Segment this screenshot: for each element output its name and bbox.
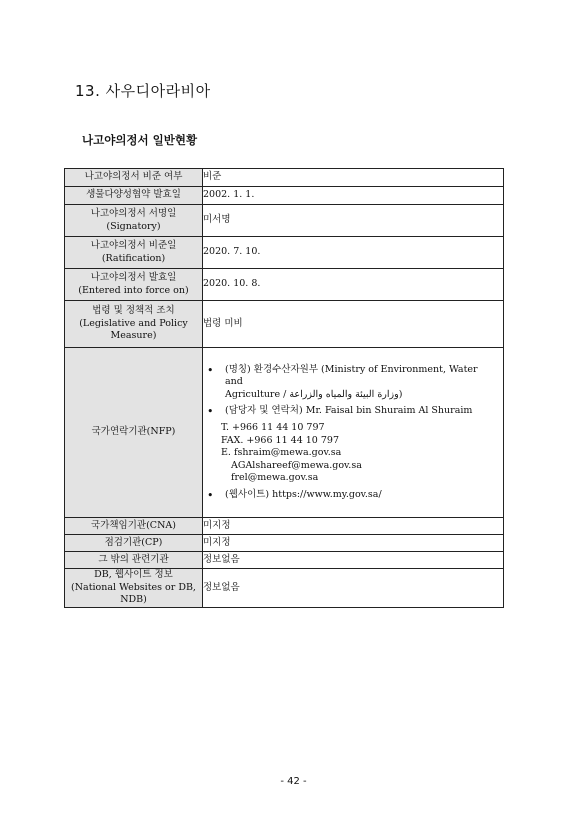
section-title: 13. 사우디아라비아 bbox=[75, 82, 211, 100]
table-row bbox=[65, 348, 504, 518]
row-value: 2020. 10. 8. bbox=[203, 269, 504, 301]
label-english: (Entered into force on) bbox=[78, 284, 189, 296]
nfp-contact: • (담당자 및 연락처) Mr. Faisal bin Shuraim Al Shuraim bbox=[225, 405, 473, 417]
label-english: (Ratification) bbox=[101, 252, 166, 264]
row-label: 그 밖의 관련기관 bbox=[65, 552, 203, 569]
label-english: Measure) bbox=[110, 330, 157, 342]
table-row bbox=[65, 535, 504, 552]
table-row bbox=[65, 187, 504, 205]
row-label: 점검기관(CP) bbox=[65, 535, 203, 552]
label-english: (Legislative and Policy bbox=[79, 317, 188, 329]
row-value: 법령 미비 bbox=[203, 301, 504, 348]
label-english: (National Websites or DB, NDB) bbox=[71, 581, 196, 606]
row-value: 비준 bbox=[203, 169, 504, 187]
row-label bbox=[65, 205, 203, 237]
table-row bbox=[65, 269, 504, 301]
list-item bbox=[207, 364, 497, 402]
nfp-email: frel@mewa.gov.sa bbox=[231, 472, 319, 484]
row-label: 국가책임기관(CNA) bbox=[65, 518, 203, 535]
row-label bbox=[65, 569, 203, 608]
label-korean: DB, 웹사이트 정보 bbox=[94, 569, 173, 580]
table-row bbox=[65, 237, 504, 269]
table-row bbox=[65, 169, 504, 187]
nfp-email: E. fshraim@mewa.gov.sa bbox=[221, 447, 342, 459]
row-label bbox=[65, 269, 203, 301]
row-value: 정보없음 bbox=[203, 552, 504, 569]
row-value: 미지정 bbox=[203, 518, 504, 535]
row-value: 미지정 bbox=[203, 535, 504, 552]
nfp-details bbox=[203, 348, 504, 518]
sub-title: 나고야의정서 일반현황 bbox=[82, 133, 198, 147]
row-label: 국가연락기관(NFP) bbox=[65, 348, 203, 518]
row-value: 정보없음 bbox=[203, 569, 504, 608]
label-english: (Signatory) bbox=[106, 220, 161, 232]
label-korean: 나고야의정서 서명일 bbox=[90, 207, 177, 219]
list-item bbox=[207, 405, 497, 418]
nfp-list bbox=[203, 362, 503, 503]
page-number: - 42 - bbox=[280, 776, 307, 787]
nfp-website: • (웹사이트) https://www.my.gov.sa/ bbox=[225, 488, 382, 500]
label-korean: 법령 및 정책적 조치 bbox=[92, 305, 175, 317]
row-value: 2020. 7. 10. bbox=[203, 237, 504, 269]
row-label: 생물다양성협약 발효일 bbox=[65, 187, 203, 205]
row-label: 나고야의정서 비준 여부 bbox=[65, 169, 203, 187]
nfp-tel: T. +966 11 44 10 797 bbox=[221, 421, 325, 433]
label-korean: 나고야의정서 비준일 bbox=[90, 239, 177, 251]
nfp-name: • (명칭) 환경수산자원부 (Ministry of Environment, Water and bbox=[225, 363, 478, 388]
list-item bbox=[207, 489, 497, 502]
nfp-name-cont: Agriculture / وزارة البيئة والمياه والزراعة) bbox=[225, 388, 403, 400]
row-label bbox=[65, 237, 203, 269]
nfp-email: AGAlshareef@mewa.gov.sa bbox=[231, 459, 362, 471]
table-row bbox=[65, 569, 504, 608]
label-korean: 나고야의정서 발효일 bbox=[90, 271, 177, 283]
row-value: 2002. 1. 1. bbox=[203, 187, 504, 205]
overview-table bbox=[64, 168, 504, 608]
table-row bbox=[65, 518, 504, 535]
row-label bbox=[65, 301, 203, 348]
table-row bbox=[65, 205, 504, 237]
list-item bbox=[207, 422, 497, 485]
table-row bbox=[65, 552, 504, 569]
table-row bbox=[65, 301, 504, 348]
row-value: 미서명 bbox=[203, 205, 504, 237]
nfp-fax: FAX. +966 11 44 10 797 bbox=[221, 434, 339, 446]
